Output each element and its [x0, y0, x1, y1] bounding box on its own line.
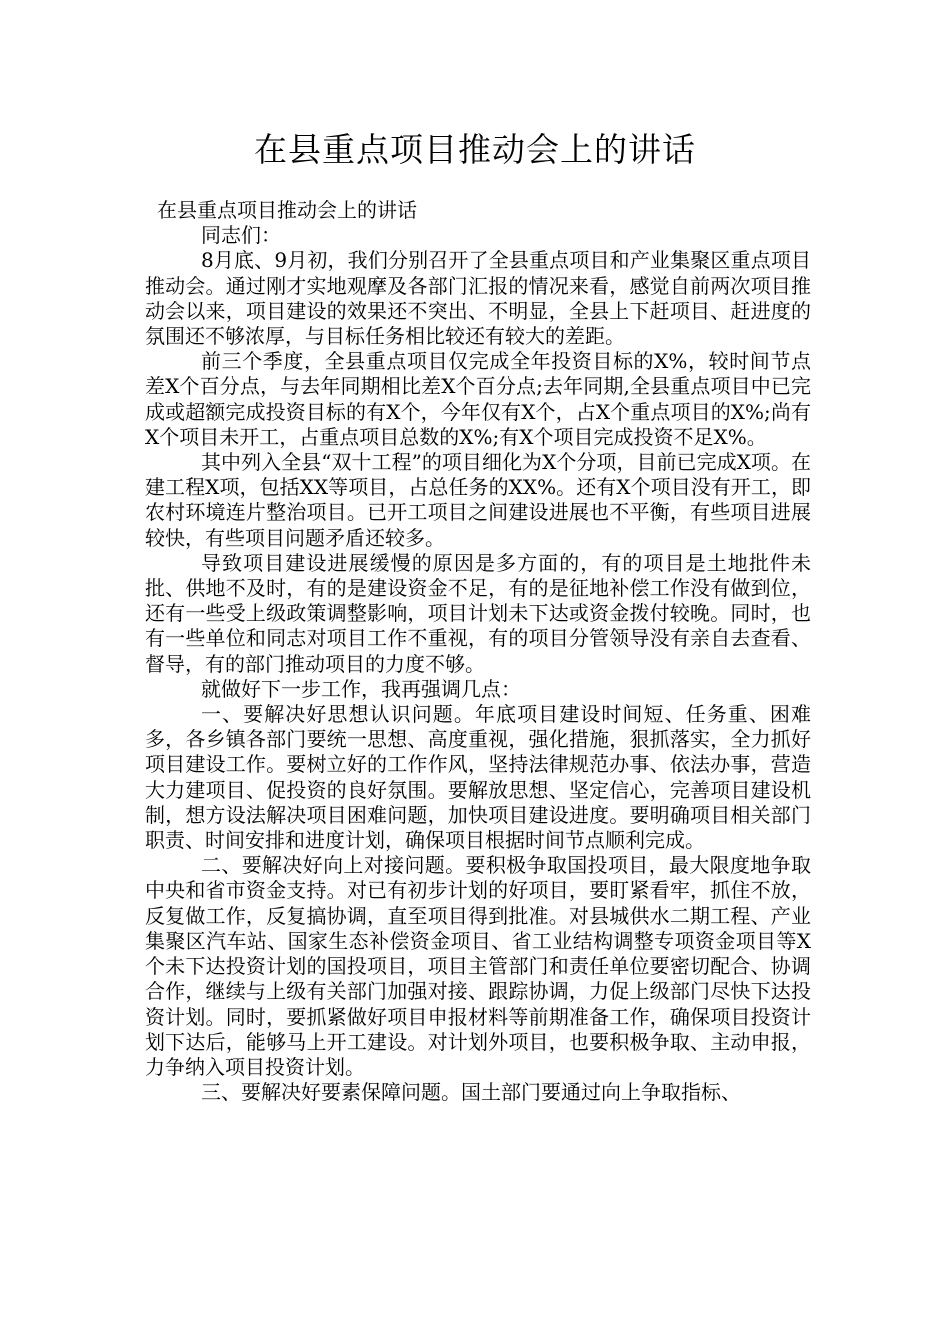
document-subtitle: 在县重点项目推动会上的讲话 — [157, 198, 417, 222]
paragraph-3: 其中列入全县“双十工程”的项目细化为X个分项，目前已完成X项。在建工程X项，包括XX等项目，占总任务的XX%。还有X个项目没有开工，即农村环境连片整治项目。已开工项目之间建设进展也不平衡，有些项目进展较快，有些项目问题矛盾还较多。 — [145, 450, 811, 550]
paragraph-7: 二、要解决好向上对接问题。要积极争取国投项目，最大限度地争取中央和省市资金支持。对已有初步计划的好项目，要盯紧看牢，抓住不放，反复做工作，反复搞协调，直至项目得到批准。对县城供水二期工程、产业集聚区汽车站、国家生态补偿资金项目、省工业结构调整专项资金项目等X个未下达投资计划的国投项目，项目主管部门和责任单位要密切配合、协调合作，继续与上级有关部门加强对接、跟踪协调，力促上级部门尽快下达投资计划。同时，要抓紧做好项目申报材料等前期准备工作，确保项目投资计划下达后，能够马上开工建设。对计划外项目，也要积极争取、主动申报，力争纳入项目投资计划。 — [145, 853, 811, 1079]
salutation: 同志们： — [201, 223, 281, 248]
document-title: 在县重点项目推动会上的讲话 — [254, 130, 696, 169]
paragraph-5: 就做好下一步工作，我再强调几点： — [201, 676, 521, 701]
paragraph-6: 一、要解决好思想认识问题。年底项目建设时间短、任务重、困难多，各乡镇各部门要统一思想、高度重视，强化措施，狠抓落实，全力抓好项目建设工作。要树立好的工作作风，坚持法律规范办事、依法办事，营造大力建项目、促投资的良好氛围。要解放思想、坚定信心，完善项目建设机制，想方设法解决项目困难问题，加快项目建设进度。要明确项目相关部门职责、时间安排和进度计划，确保项目根据时间节点顺利完成。 — [145, 702, 811, 853]
paragraph-1: 8月底、9月初，我们分别召开了全县重点项目和产业集聚区重点项目推动会。通过刚才实地观摩及各部门汇报的情况来看，感觉自前两次项目推动会以来，项目建设的效果还不突出、不明显，全县上下赶项目、赶进度的氛围还不够浓厚，与目标任务相比较还有较大的差距。 — [145, 248, 811, 349]
paragraph-8: 三、要解决好要素保障问题。国土部门要通过向上争取指标、 — [201, 1080, 741, 1105]
paragraph-4: 导致项目建设进展缓慢的原因是多方面的，有的项目是土地批件未批、供地不及时，有的是建设资金不足，有的是征地补偿工作没有做到位，还有一些受上级政策调整影响，项目计划未下达或资金拨付较晚。同时，也有一些单位和同志对项目工作不重视，有的项目分管领导没有亲自去查看、督导，有的部门推动项目的力度不够。 — [145, 550, 811, 676]
document-body — [145, 198, 811, 1105]
paragraph-2: 前三个季度，全县重点项目仅完成全年投资目标的X%，较时间节点差X个百分点，与去年同期相比差X个百分点;去年同期,全县重点项目中已完成或超额完成投资目标的有X个，今年仅有X个，占X个重点项目的X%;尚有X个项目未开工，占重点项目总数的X%;有X个项目完成投资不足X%。 — [145, 349, 811, 449]
